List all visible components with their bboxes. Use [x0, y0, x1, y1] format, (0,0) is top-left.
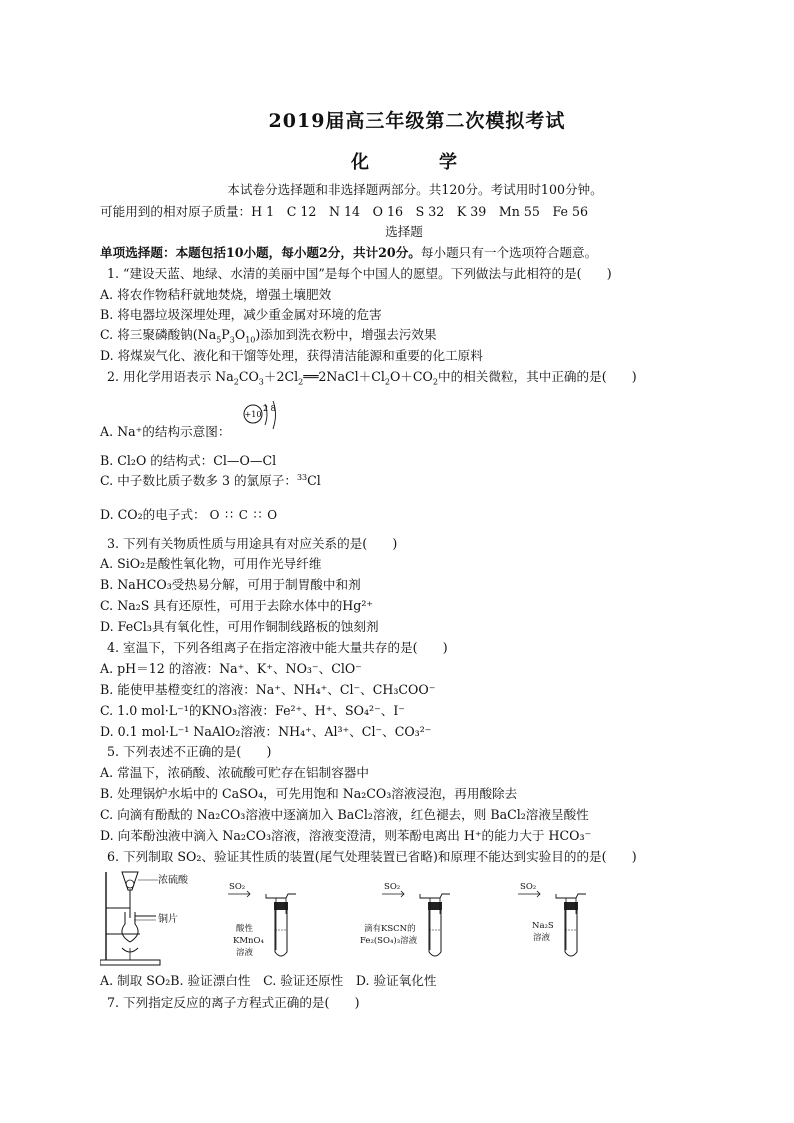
q2-option-c: [100, 472, 321, 490]
q2-stem: 2. 用化学用语表示 $Na_2CO_3+2Cl_2══2NaCl+Cl_2O+CO_2$中的相关微粒，其中正确的是( ): [107, 369, 637, 387]
q1-option-b: B. 将电器垃圾深埋处理，减少重金属对环境的危害: [100, 307, 382, 322]
fig-b-label-3: 溶液: [236, 948, 254, 958]
na-ion-structure-diagram: [236, 398, 286, 442]
q1-option-c: C. 将三聚磷酸钠$(Na_5P_3O_{10})$添加到洗衣粉中，增强去污效果: [100, 327, 437, 345]
fig-d-label-1: Na₂S: [532, 921, 554, 931]
q4-option-a: A. pH＝12 的溶液：Na⁺、K⁺、NO₃⁻、ClO⁻: [100, 661, 362, 676]
q6-stem: 6. 下列制取 SO₂、验证其性质的装置(尾气处理装置已省略)和原理不能达到实验目的的是( ): [107, 849, 637, 864]
atomic-masses: 可能用到的相对原子质量：H 1 C 12 N 14 O 16 S 32 K 39 Mn 55 Fe 56: [100, 204, 589, 219]
instructions-rest: 每小题只有一个选项符合题意。: [420, 245, 598, 260]
fig-a-copper-label: 铜片: [158, 914, 178, 925]
q2-option-b: B. Cl₂O 的结构式：Cl—O—Cl: [100, 453, 277, 468]
fig-c-so2-label: SO₂: [384, 882, 401, 892]
q5-option-b: B. 处理锅炉水垢中的 CaSO₄，可先用饱和 Na₂CO₃溶液浸泡，再用酸除去: [100, 786, 518, 801]
subject-title: 化 学: [351, 152, 483, 173]
fig-c-label-2: Fe₂(SO₄)₃溶液: [360, 936, 418, 946]
q5-option-a: A. 常温下，浓硝酸、浓硫酸可贮存在铝制容器中: [100, 765, 369, 780]
fig-c-label-1: 滴有KSCN的: [364, 924, 416, 934]
fig-b-label-1: 酸性: [236, 924, 254, 934]
q3-option-b: B. NaHCO₃受热易分解，可用于制胃酸中和剂: [100, 577, 361, 592]
na-nucleus-label: +10: [244, 410, 262, 419]
q1-c-pre: C. 将三聚磷酸钠(Na: [100, 327, 217, 342]
q7-stem: 7. 下列指定反应的离子方程式正确的是( ): [107, 995, 360, 1010]
q2-stem-post: 中的相关微粒，其中正确的是( ): [437, 369, 637, 384]
q3-option-a: A. SiO₂是酸性氧化物，可用作光导纤维: [100, 556, 322, 571]
co2-electron-formula: O ∷ C ∷ O: [209, 508, 279, 522]
q2-option-d: [100, 506, 278, 524]
q2-c-element: Cl: [307, 473, 321, 488]
q1-stem: 1. “建设天蓝、地绿、水清的美丽中国”是每个中国人的愿望。下列做法与此相符的是( ): [107, 266, 612, 281]
q1-c-post: )添加到洗衣粉中，增强去污效果: [255, 327, 437, 342]
instructions-bold: 单项选择题：本题包括10小题，每小题2分，共计20分。: [100, 245, 421, 260]
q1-option-d: D. 将煤炭气化、液化和干馏等处理，获得清洁能源和重要的化工原料: [100, 348, 483, 363]
q4-stem: 4. 室温下，下列各组离子在指定溶液中能大量共存的是( ): [107, 640, 448, 655]
q4-option-d: D. 0.1 mol·L⁻¹ NaAlO₂溶液：NH₄⁺、Al³⁺、Cl⁻、CO₃²⁻: [100, 724, 432, 739]
q5-stem: 5. 下列表述不正确的是( ): [107, 744, 272, 759]
q4-option-c: C. 1.0 mol·L⁻¹的KNO₃溶液：Fe²⁺、H⁺、SO₄²⁻、I⁻: [100, 703, 405, 718]
exam-info: 本试卷分选择题和非选择题两部分。共120分。考试用时100分钟。: [227, 182, 603, 197]
q5-option-c: C. 向滴有酚酞的 Na₂CO₃溶液中逐滴加入 BaCl₂溶液，红色褪去，则 BaCl₂溶液呈酸性: [100, 807, 589, 822]
fig-d-test-tube: [516, 884, 596, 964]
q5-option-d: D. 向苯酚浊液中滴入 Na₂CO₃溶液，溶液变澄清，则苯酚电离出 H⁺的能力大于 HCO₃⁻: [100, 828, 592, 843]
q2-c-mass-number: 33: [296, 472, 308, 482]
q4-option-b: B. 能使甲基橙变红的溶液：Na⁺、NH₄⁺、Cl⁻、CH₃COO⁻: [100, 682, 436, 697]
na-shell-electrons: 2 8: [263, 404, 276, 413]
fig-b-label-2: KMnO₄: [233, 936, 264, 946]
fig-b-so2-label: SO₂: [229, 882, 246, 892]
fig-d-so2-label: SO₂: [520, 882, 537, 892]
fig-d-label-2: 溶液: [533, 933, 551, 943]
exam-title: 2019届高三年级第二次模拟考试: [268, 110, 566, 132]
q2-d-text: D. CO₂的电子式：: [100, 507, 206, 522]
section-title: 选择题: [385, 224, 423, 239]
fig-a-acid-label: 浓硫酸: [158, 875, 188, 886]
q2-c-pre: C. 中子数比质子数多 3 的氯原子：: [100, 473, 297, 488]
q3-option-c: C. Na₂S 具有还原性，可用于去除水体中的Hg²⁺: [100, 598, 374, 613]
q3-option-d: D. FeCl₃具有氧化性，可用作铜制线路板的蚀刻剂: [100, 619, 379, 634]
q2-option-a: A. Na⁺的结构示意图：: [100, 424, 231, 439]
q3-stem: 3. 下列有关物质性质与用途具有对应关系的是( ): [107, 536, 398, 551]
q6-options: A. 制取 SO₂B. 验证漂白性 C. 验证还原性 D. 验证氧化性: [100, 973, 437, 988]
single-choice-instructions: [100, 244, 597, 262]
q2-stem-pre: 2. 用化学用语表示 Na: [107, 369, 234, 384]
q1-option-a: A. 将农作物秸秆就地焚烧，增强土壤肥效: [100, 287, 332, 302]
